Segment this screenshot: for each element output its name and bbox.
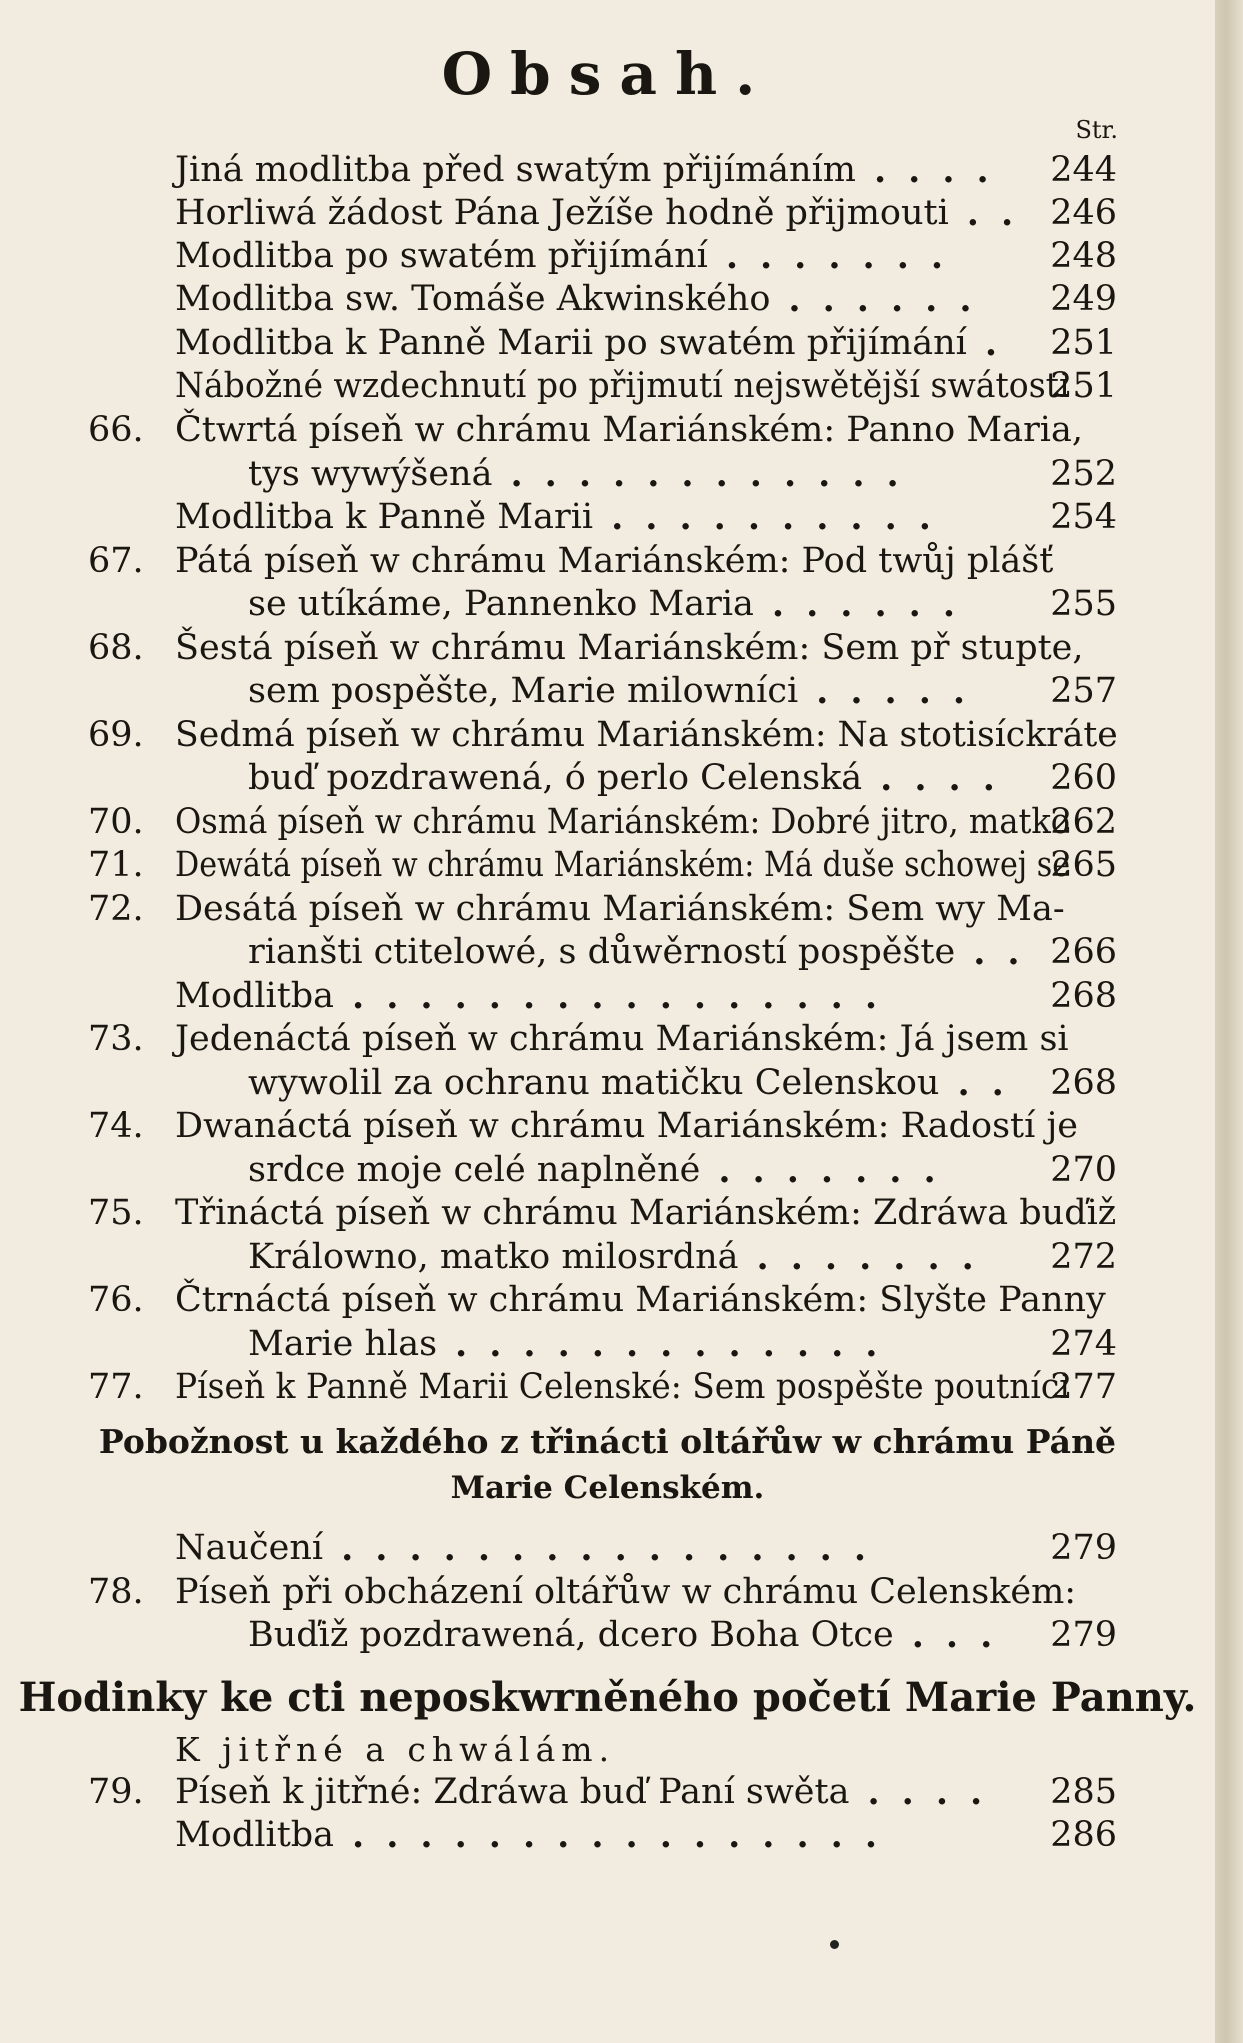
- leader-dots: .......: [725, 236, 966, 277]
- toc-entry-number: 66.: [88, 410, 144, 450]
- leader-dots: ............: [510, 454, 921, 495]
- leader-dots: .............: [455, 1324, 900, 1365]
- toc-entry-page: 255: [1050, 584, 1117, 624]
- toc-entry-title: Modlitba po swatém přijímání: [175, 236, 708, 276]
- toc-entry-title: Jedenáctá píseň w chrámu Mariánském: Já jsem si: [175, 1019, 1069, 1059]
- toc-entry-title: Modlitba sw. Tomáše Akwinského: [175, 279, 771, 319]
- toc-entry-page: 268: [1050, 1063, 1117, 1103]
- toc-entry-page: 260: [1050, 758, 1117, 798]
- section-subheading: K jitřné a chwálám.: [175, 1730, 616, 1769]
- toc-entry-page: 251: [1050, 366, 1117, 406]
- toc-entry: [0, 1367, 1215, 1409]
- toc-entry: [0, 150, 1215, 192]
- toc-entry-number: 70.: [88, 802, 144, 842]
- toc-entry-page: 279: [1050, 1528, 1117, 1568]
- toc-entry-page: 286: [1050, 1815, 1117, 1855]
- toc-entry-page: 266: [1050, 932, 1117, 972]
- page-edge: [1215, 0, 1243, 2043]
- toc-entry: [0, 366, 1215, 408]
- toc-entry-title: Dewátá píseň w chrámu Mariánském: Má duše schowej se: [175, 845, 1071, 885]
- toc-entry: [0, 802, 1215, 844]
- leader-dots: ....: [873, 150, 1011, 191]
- toc-entry-title: Králowno, matko milosrdná: [248, 1237, 739, 1277]
- toc-entry-title: Modlitba: [175, 976, 335, 1016]
- toc-entry: [0, 1772, 1215, 1814]
- toc-entry-title: Čtwrtá píseň w chrámu Mariánském: Panno Maria,: [175, 410, 1083, 450]
- toc-entry: [0, 279, 1215, 321]
- toc-entry: [0, 671, 1215, 713]
- toc-entry: [0, 454, 1215, 496]
- leader-dots: .: [984, 323, 1020, 364]
- toc-entry-number: 78.: [88, 1572, 144, 1612]
- toc-entry: [0, 1324, 1215, 1366]
- toc-entry-title: tys wywýšená: [248, 454, 493, 494]
- toc-entry-title: srdce moje celé naplněné: [248, 1150, 701, 1190]
- toc-entry-title: Naučení: [175, 1528, 324, 1568]
- toc-entry: [0, 1150, 1215, 1192]
- toc-entry: [0, 1280, 1215, 1322]
- toc-entry-number: 74.: [88, 1106, 144, 1146]
- toc-entry-page: 272: [1050, 1237, 1117, 1277]
- toc-entry-title: se utíkáme, Pannenko Maria: [248, 584, 754, 624]
- toc-entry-number: 76.: [88, 1280, 144, 1320]
- toc-entry-title: Jiná modlitba před swatým přijímáním: [175, 150, 856, 190]
- leader-dots: ................: [352, 976, 900, 1017]
- toc-entry: [0, 1237, 1215, 1279]
- ink-dot: [830, 1940, 839, 1949]
- toc-entry: [0, 1572, 1215, 1614]
- toc-entry: [0, 1063, 1215, 1105]
- toc-entry: [0, 932, 1215, 974]
- toc-entry: [0, 1615, 1215, 1657]
- toc-entry-title: Píseň při obcházení oltářůw w chrámu Celenském:: [175, 1572, 1077, 1612]
- toc-entry-page: 246: [1050, 193, 1117, 233]
- toc-entry-title: Osmá píseň w chrámu Mariánském: Dobré jitro, matko: [175, 802, 1071, 842]
- toc-entry: [0, 758, 1215, 800]
- section-heading-devotion-line2: Marie Celenském.: [450, 1470, 765, 1506]
- toc-entry-title: Marie hlas: [248, 1324, 438, 1364]
- toc-entry: [0, 628, 1215, 670]
- toc-entry-page: 265: [1050, 845, 1117, 885]
- toc-entry-number: 68.: [88, 628, 144, 668]
- toc-entry: [0, 410, 1215, 452]
- toc-entry-page: 248: [1050, 236, 1117, 276]
- toc-entry-title: wywolil za ochranu matičku Celenskou: [248, 1063, 940, 1103]
- toc-entry-number: 72.: [88, 889, 144, 929]
- toc-entry-page: 262: [1050, 802, 1117, 842]
- toc-entry-title: Desátá píseň w chrámu Mariánském: Sem wy Ma-: [175, 889, 1065, 929]
- toc-entry: [0, 976, 1215, 1018]
- toc-entry: [0, 584, 1215, 626]
- toc-entry-number: 75.: [88, 1193, 144, 1233]
- toc-entry-title: Píseň k Panně Marii Celenské: Sem pospěšte poutníci: [175, 1367, 1070, 1407]
- toc-entry-title: Šestá píseň w chrámu Mariánském: Sem př stupte,: [175, 628, 1084, 668]
- leader-dots: ..: [957, 1063, 1026, 1104]
- toc-entry-number: 67.: [88, 541, 144, 581]
- leader-dots: ....: [867, 1772, 1005, 1813]
- toc-entry: [0, 497, 1215, 539]
- toc-entry-title: rianšti ctitelowé, s důwěrností pospěšte: [248, 932, 956, 972]
- toc-entry-page: 285: [1050, 1772, 1117, 1812]
- toc-entry: [0, 845, 1215, 887]
- toc-entry-title: Dwanáctá píseň w chrámu Mariánském: Radostí je: [175, 1106, 1079, 1146]
- toc-entry-title: Pátá píseň w chrámu Mariánském: Pod twůj plášť: [175, 541, 1054, 581]
- toc-entry-number: 73.: [88, 1019, 144, 1059]
- leader-dots: ................: [341, 1528, 889, 1569]
- page-column-header: Str.: [1075, 116, 1118, 144]
- toc-entry: [0, 889, 1215, 931]
- toc-entry-title: Horliwá žádost Pána Ježíše hodně přijmouti: [175, 193, 949, 233]
- toc-entry-page: 274: [1050, 1324, 1117, 1364]
- leader-dots: ..........: [611, 497, 953, 538]
- leader-dots: ....: [880, 758, 1017, 799]
- toc-entry-number: 71.: [88, 845, 144, 885]
- toc-entry-number: 77.: [88, 1367, 144, 1407]
- toc-entry: [0, 1019, 1215, 1061]
- toc-entry: [0, 236, 1215, 278]
- toc-entry-title: Čtrnáctá píseň w chrámu Mariánském: Slyšte Panny: [175, 1280, 1106, 1320]
- toc-entry-page: 279: [1050, 1615, 1117, 1655]
- leader-dots: .....: [816, 671, 988, 712]
- toc-entry: [0, 715, 1215, 757]
- toc-entry-title: sem pospěšte, Marie milowníci: [248, 671, 799, 711]
- toc-entry-page: 244: [1050, 150, 1117, 190]
- toc-entry-page: 251: [1050, 323, 1117, 363]
- toc-entry: [0, 1106, 1215, 1148]
- leader-dots: .......: [718, 1150, 958, 1191]
- toc-entry-title: Modlitba: [175, 1815, 335, 1855]
- section-heading-devotion: Pobožnost u každého z třinácti oltářůw w chrámu Páně: [98, 1422, 1117, 1461]
- toc-entry-page: 252: [1050, 454, 1117, 494]
- toc-entry-title: Modlitba k Panně Marii po swatém přijímání: [175, 323, 967, 363]
- leader-dots: ...: [911, 1615, 1015, 1656]
- toc-entry-title: Nábožné wzdechnutí po přijmutí nejswětější swátosti: [175, 366, 1070, 406]
- leader-dots: ................: [352, 1815, 900, 1856]
- toc-entry-number: 69.: [88, 715, 144, 755]
- toc-entry-page: 277: [1050, 1367, 1117, 1407]
- toc-entry-title: Buďiž pozdrawená, dcero Boha Otce: [248, 1615, 894, 1655]
- toc-entry-title: Píseň k jitřné: Zdráwa buď Paní swěta: [175, 1772, 850, 1812]
- toc-entry: [0, 323, 1215, 365]
- leader-dots: .......: [756, 1237, 996, 1278]
- leader-dots: ......: [771, 584, 978, 625]
- toc-entry-title: Třináctá píseň w chrámu Mariánském: Zdráwa buďiž: [175, 1193, 1117, 1233]
- toc-entry-title: buď pozdrawená, ó perlo Celenská: [248, 758, 863, 798]
- toc-entry-title: Modlitba k Panně Marii: [175, 497, 594, 537]
- toc-entry: [0, 1193, 1215, 1235]
- page-title: Obsah.: [441, 40, 774, 108]
- toc-entry-page: 249: [1050, 279, 1117, 319]
- toc-entry-page: 270: [1050, 1150, 1117, 1190]
- toc-entry-page: 268: [1050, 976, 1117, 1016]
- toc-entry-page: 254: [1050, 497, 1117, 537]
- toc-entry: [0, 193, 1215, 235]
- toc-entry-number: 79.: [88, 1772, 144, 1812]
- toc-entry: [0, 541, 1215, 583]
- toc-entry-title: Sedmá píseň w chrámu Mariánském: Na stotisíckráte: [175, 715, 1118, 755]
- section-heading-hours: Hodinky ke cti neposkwrněného početí Marie Panny.: [18, 1674, 1197, 1721]
- toc-entry-page: 257: [1050, 671, 1117, 711]
- leader-dots: ..: [973, 932, 1042, 973]
- toc-entry: [0, 1528, 1215, 1570]
- toc-entry: [0, 1815, 1215, 1857]
- leader-dots: ..: [966, 193, 1036, 234]
- leader-dots: ......: [788, 279, 994, 320]
